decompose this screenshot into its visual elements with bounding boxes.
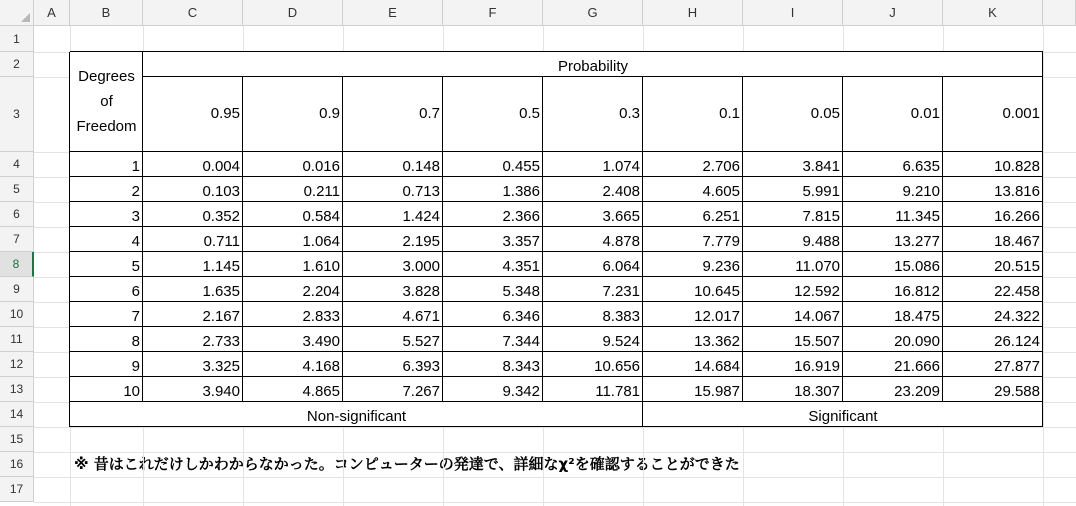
table-border [70,276,1043,277]
row-header-8[interactable]: 8 [0,252,34,277]
chi-square-value-cell[interactable]: 13.362 [643,327,743,352]
chi-square-value-cell[interactable]: 5.348 [443,277,543,302]
table-border [642,402,643,427]
chi-square-value-cell[interactable]: 0.148 [343,152,443,177]
df-cell[interactable]: 10 [70,377,143,402]
chi-square-value-cell[interactable]: 23.209 [843,377,943,402]
chi-square-value-cell[interactable]: 1.386 [443,177,543,202]
chi-square-value-cell[interactable]: 3.665 [543,202,643,227]
row-header-15[interactable]: 15 [0,427,34,452]
chi-square-value-cell[interactable]: 1.074 [543,152,643,177]
chi-square-value-cell[interactable]: 18.467 [943,227,1043,252]
column-header-blank [1043,0,1076,26]
table-border [942,77,943,402]
probability-0_7[interactable]: 0.7 [343,77,443,152]
chi-square-value-cell[interactable]: 18.475 [843,302,943,327]
probability-0_95[interactable]: 0.95 [143,77,243,152]
column-header-d[interactable]: D [243,0,343,26]
column-header-f[interactable]: F [443,0,543,26]
column-header-e[interactable]: E [343,0,443,26]
chi-square-value-cell[interactable]: 16.919 [743,352,843,377]
chi-square-value-cell[interactable]: 6.393 [343,352,443,377]
column-header-j[interactable]: J [843,0,943,26]
table-border [70,401,1043,402]
chi-square-value-cell[interactable]: 6.064 [543,252,643,277]
table-border [142,52,143,402]
row-header-6[interactable]: 6 [0,202,34,227]
chi-square-value-cell[interactable]: 20.515 [943,252,1043,277]
gridline-horizontal [34,427,1076,428]
chi-square-value-cell[interactable]: 2.706 [643,152,743,177]
row-header-4[interactable]: 4 [0,152,34,177]
chi-square-value-cell[interactable]: 7.344 [443,327,543,352]
column-header-k[interactable]: K [943,0,1043,26]
chi-square-value-cell[interactable]: 1.064 [243,227,343,252]
chi-square-value-cell[interactable]: 3.357 [443,227,543,252]
chi-square-value-cell[interactable]: 6.635 [843,152,943,177]
probability-header[interactable]: Probability [143,52,1043,77]
chi-square-value-cell[interactable]: 0.711 [143,227,243,252]
row-header-10[interactable]: 10 [0,302,34,327]
row-header-14[interactable]: 14 [0,402,34,427]
df-cell[interactable]: 2 [70,177,143,202]
chi-square-value-cell[interactable]: 11.781 [543,377,643,402]
chi-square-value-cell[interactable]: 1.424 [343,202,443,227]
chi-square-value-cell[interactable]: 0.584 [243,202,343,227]
chi-square-value-cell[interactable]: 10.645 [643,277,743,302]
chi-square-value-cell[interactable]: 0.211 [243,177,343,202]
table-border [70,426,1043,427]
row-header-1[interactable]: 1 [0,26,34,52]
chi-square-value-cell[interactable]: 5.527 [343,327,443,352]
probability-0_01[interactable]: 0.01 [843,77,943,152]
select-all-corner[interactable] [0,0,34,26]
table-border [342,77,343,402]
chi-square-value-cell[interactable]: 4.671 [343,302,443,327]
chi-square-value-cell[interactable]: 1.610 [243,252,343,277]
chi-square-value-cell[interactable]: 14.684 [643,352,743,377]
chi-square-value-cell[interactable]: 2.833 [243,302,343,327]
column-header-a[interactable]: A [34,0,70,26]
chi-square-value-cell[interactable]: 2.195 [343,227,443,252]
table-border [70,201,1043,202]
table-border [1042,52,1043,427]
chi-square-value-cell[interactable]: 9.488 [743,227,843,252]
chi-square-value-cell[interactable]: 2.408 [543,177,643,202]
chi-square-value-cell[interactable]: 0.455 [443,152,543,177]
table-border [242,77,243,402]
chi-square-value-cell[interactable]: 2.733 [143,327,243,352]
table-border [642,77,643,402]
chi-square-value-cell[interactable]: 4.878 [543,227,643,252]
chi-square-value-cell[interactable]: 26.124 [943,327,1043,352]
row-header-3[interactable]: 3 [0,77,34,152]
row-header-9[interactable]: 9 [0,277,34,302]
chi-square-value-cell[interactable]: 3.841 [743,152,843,177]
chi-square-value-cell[interactable]: 22.458 [943,277,1043,302]
chi-square-value-cell[interactable]: 10.656 [543,352,643,377]
chi-square-value-cell[interactable]: 2.204 [243,277,343,302]
chi-square-value-cell[interactable]: 12.017 [643,302,743,327]
row-header-2[interactable]: 2 [0,52,34,77]
chi-square-value-cell[interactable]: 13.277 [843,227,943,252]
chi-square-value-cell[interactable]: 20.090 [843,327,943,352]
chi-square-value-cell[interactable]: 4.865 [243,377,343,402]
df-cell[interactable]: 7 [70,302,143,327]
df-cell[interactable]: 9 [70,352,143,377]
table-border [70,151,1043,152]
chi-square-value-cell[interactable]: 7.779 [643,227,743,252]
row-header-16[interactable]: 16 [0,452,34,477]
df-cell[interactable]: 8 [70,327,143,352]
table-border [143,76,1043,77]
table-border [70,176,1043,177]
chi-square-value-cell[interactable]: 0.352 [143,202,243,227]
table-border [70,376,1043,377]
chi-square-value-cell[interactable]: 8.383 [543,302,643,327]
probability-0_9[interactable]: 0.9 [243,77,343,152]
table-border [70,51,1043,52]
probability-0_1[interactable]: 0.1 [643,77,743,152]
chi-square-value-cell[interactable]: 7.815 [743,202,843,227]
chi-square-value-cell[interactable]: 6.251 [643,202,743,227]
chi-square-value-cell[interactable]: 9.342 [443,377,543,402]
chi-square-value-cell[interactable]: 0.103 [143,177,243,202]
df-cell[interactable]: 4 [70,227,143,252]
degrees-of-freedom-header[interactable] [70,52,143,152]
column-header-b[interactable]: B [70,0,143,26]
table-border [542,77,543,402]
chi-square-value-cell[interactable]: 9.210 [843,177,943,202]
table-border [70,351,1043,352]
chi-square-value-cell[interactable]: 0.713 [343,177,443,202]
column-header-c[interactable]: C [143,0,243,26]
chi-square-value-cell[interactable]: 15.987 [643,377,743,402]
degrees-of-freedom-header-line: Freedom [76,117,137,135]
chi-square-value-cell[interactable]: 5.991 [743,177,843,202]
chi-square-value-cell[interactable]: 4.605 [643,177,743,202]
df-cell[interactable]: 1 [70,152,143,177]
chi-square-value-cell[interactable]: 3.325 [143,352,243,377]
non-significant-label[interactable]: Non-significant [70,402,643,427]
chi-square-value-cell[interactable]: 3.000 [343,252,443,277]
chi-square-value-cell[interactable]: 24.322 [943,302,1043,327]
probability-0_001[interactable]: 0.001 [943,77,1043,152]
row-header-11[interactable]: 11 [0,327,34,352]
row-header-17[interactable]: 17 [0,477,34,502]
chi-square-value-cell[interactable]: 10.828 [943,152,1043,177]
chi-square-value-cell[interactable]: 7.231 [543,277,643,302]
table-border [70,226,1043,227]
row-header-12[interactable]: 12 [0,352,34,377]
degrees-of-freedom-header-line: of [100,92,113,110]
chi-square-value-cell[interactable]: 0.004 [143,152,243,177]
chi-square-value-cell[interactable]: 1.145 [143,252,243,277]
gridline-horizontal [34,452,1076,453]
chi-square-value-cell[interactable]: 2.366 [443,202,543,227]
chi-square-value-cell[interactable]: 2.167 [143,302,243,327]
chi-square-value-cell[interactable]: 29.588 [943,377,1043,402]
chi-square-value-cell[interactable]: 4.168 [243,352,343,377]
chi-square-value-cell[interactable]: 11.345 [843,202,943,227]
df-cell[interactable]: 3 [70,202,143,227]
chi-square-value-cell[interactable]: 3.940 [143,377,243,402]
table-border [442,77,443,402]
chi-square-value-cell[interactable]: 8.343 [443,352,543,377]
chi-square-value-cell[interactable]: 21.666 [843,352,943,377]
chi-square-value-cell[interactable]: 16.812 [843,277,943,302]
df-cell[interactable]: 5 [70,252,143,277]
table-border [70,301,1043,302]
chi-square-value-cell[interactable]: 14.067 [743,302,843,327]
probability-0_5[interactable]: 0.5 [443,77,543,152]
table-border [69,52,70,427]
chi-square-value-cell[interactable]: 4.351 [443,252,543,277]
table-border [70,251,1043,252]
chi-square-value-cell[interactable]: 9.524 [543,327,643,352]
gridline-horizontal [34,502,1076,503]
probability-0_3[interactable]: 0.3 [543,77,643,152]
chi-square-value-cell[interactable]: 13.816 [943,177,1043,202]
row-header-5[interactable]: 5 [0,177,34,202]
chi-square-value-cell[interactable]: 16.266 [943,202,1043,227]
df-cell[interactable]: 6 [70,277,143,302]
chi-square-value-cell[interactable]: 6.346 [443,302,543,327]
table-border [742,77,743,402]
chi-square-value-cell[interactable]: 11.070 [743,252,843,277]
chi-square-value-cell[interactable]: 27.877 [943,352,1043,377]
chi-square-value-cell[interactable]: 15.086 [843,252,943,277]
chi-square-value-cell[interactable]: 12.592 [743,277,843,302]
significant-label[interactable]: Significant [643,402,1043,427]
chi-square-value-cell[interactable]: 3.490 [243,327,343,352]
column-header-i[interactable]: I [743,0,843,26]
row-header-13[interactable]: 13 [0,377,34,402]
column-header-h[interactable]: H [643,0,743,26]
gridline-vertical [1043,26,1044,506]
degrees-of-freedom-header-line: Degrees [78,67,135,85]
table-border [70,326,1043,327]
column-header-g[interactable]: G [543,0,643,26]
chi-square-value-cell[interactable]: 0.016 [243,152,343,177]
chi-square-value-cell[interactable]: 9.236 [643,252,743,277]
probability-0_05[interactable]: 0.05 [743,77,843,152]
chi-square-value-cell[interactable]: 3.828 [343,277,443,302]
footnote-text: ※ 昔はこれだけしかわからなかった。コンピューターの発達で、詳細なχ²を確認することができた [74,455,740,473]
table-border [842,77,843,402]
chi-square-value-cell[interactable]: 7.267 [343,377,443,402]
chi-square-value-cell[interactable]: 18.307 [743,377,843,402]
chi-square-value-cell[interactable]: 1.635 [143,277,243,302]
gridline-horizontal [34,477,1076,478]
chi-square-value-cell[interactable]: 15.507 [743,327,843,352]
row-header-7[interactable]: 7 [0,227,34,252]
